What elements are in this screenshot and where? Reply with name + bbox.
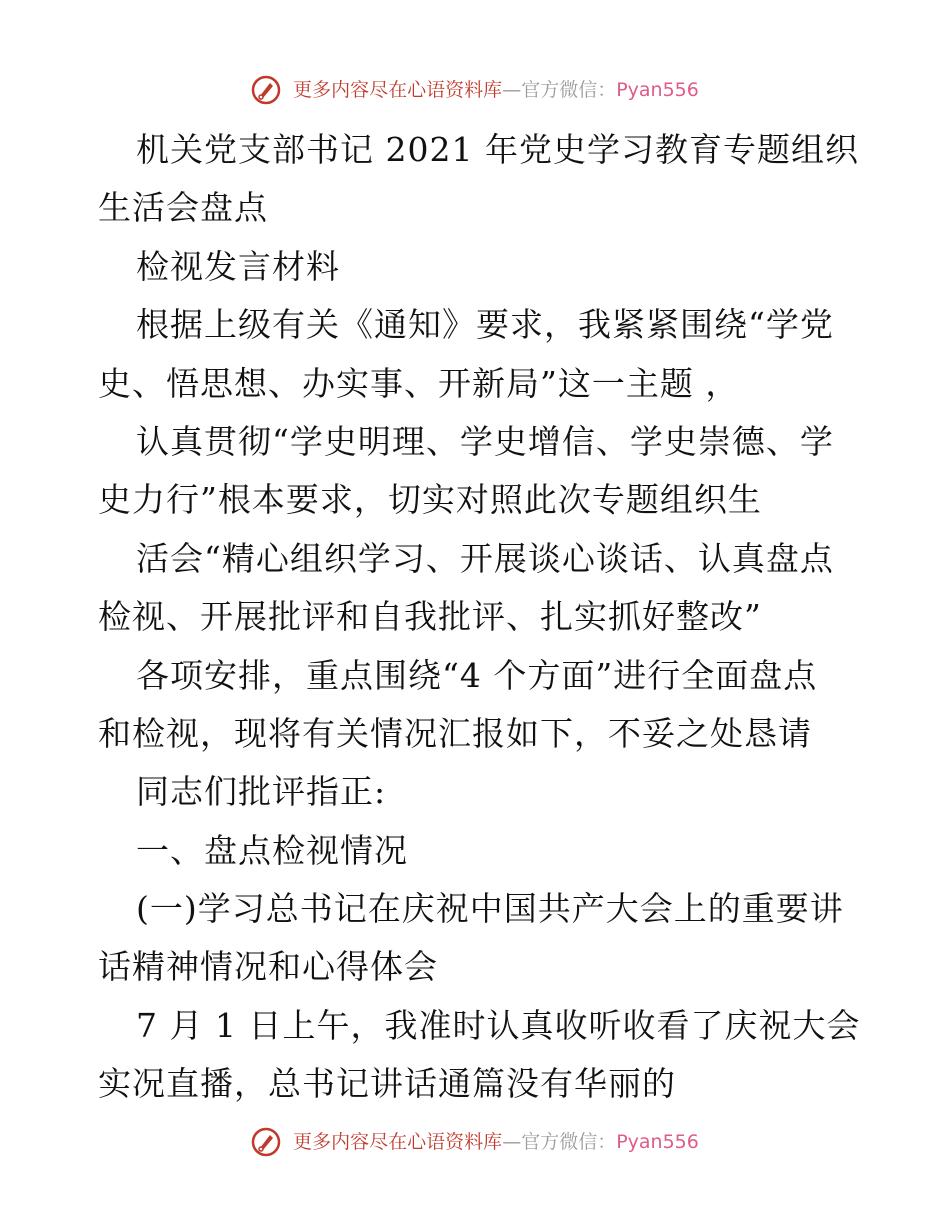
subtitle-line: 检视发言材料 bbox=[136, 246, 340, 286]
title-line-1: 机关党支部书记 2021 年党史学习教育专题组织 bbox=[136, 130, 859, 169]
paragraph-line: 史力行”根本要求，切实对照此次专题组织生 bbox=[98, 480, 762, 520]
paragraph-line: 同志们批评指正: bbox=[136, 772, 387, 812]
paragraph-line: 各项安排，重点围绕“4 个方面”进行全面盘点 bbox=[136, 655, 818, 695]
pen-nib-icon bbox=[251, 1127, 281, 1157]
header-watermark bbox=[0, 75, 950, 105]
watermark-wechat-id: Pyan556 bbox=[616, 79, 699, 101]
footer-watermark bbox=[0, 1127, 950, 1157]
section-heading: 一、盘点检视情况 bbox=[136, 830, 408, 870]
subsection-heading: (一)学习总书记在庆祝中国共产大会上的重要讲 bbox=[136, 889, 844, 929]
watermark-separator: — bbox=[502, 1131, 522, 1153]
paragraph-line: 史、悟思想、办实事、开新局”这一主题 ， bbox=[98, 363, 740, 403]
watermark-contact-label: 官方微信： bbox=[521, 1131, 617, 1153]
watermark-wechat-id: Pyan556 bbox=[616, 1131, 699, 1153]
title-line-2: 生活会盘点 bbox=[98, 188, 268, 228]
paragraph-line: 7 月 1 日上午，我准时认真收听收看了庆祝大会 bbox=[136, 1005, 861, 1045]
paragraph-line: 根据上级有关《通知》要求，我紧紧围绕“学党 bbox=[136, 305, 834, 345]
paragraph-line: 认真贯彻“学史明理、学史增信、学史崇德、学 bbox=[136, 421, 834, 461]
watermark-contact-label: 官方微信： bbox=[521, 79, 617, 101]
paragraph-line: 检视、开展批评和自我批评、扎实抓好整改” bbox=[98, 597, 762, 637]
watermark-brand: 更多内容尽在心语资料库 bbox=[293, 79, 503, 101]
pen-nib-icon bbox=[251, 75, 281, 105]
paragraph-line: 实况直播，总书记讲话通篇没有华丽的 bbox=[98, 1064, 676, 1104]
paragraph-line: 活会“精心组织学习、开展谈心谈话、认真盘点 bbox=[136, 538, 834, 578]
watermark-brand: 更多内容尽在心语资料库 bbox=[293, 1131, 503, 1153]
document-body bbox=[98, 121, 861, 1114]
watermark-separator: — bbox=[502, 79, 522, 101]
paragraph-line: 和检视，现将有关情况汇报如下，不妥之处恳请 bbox=[98, 713, 812, 753]
subsection-heading-cont: 话精神情况和心得体会 bbox=[98, 947, 438, 987]
